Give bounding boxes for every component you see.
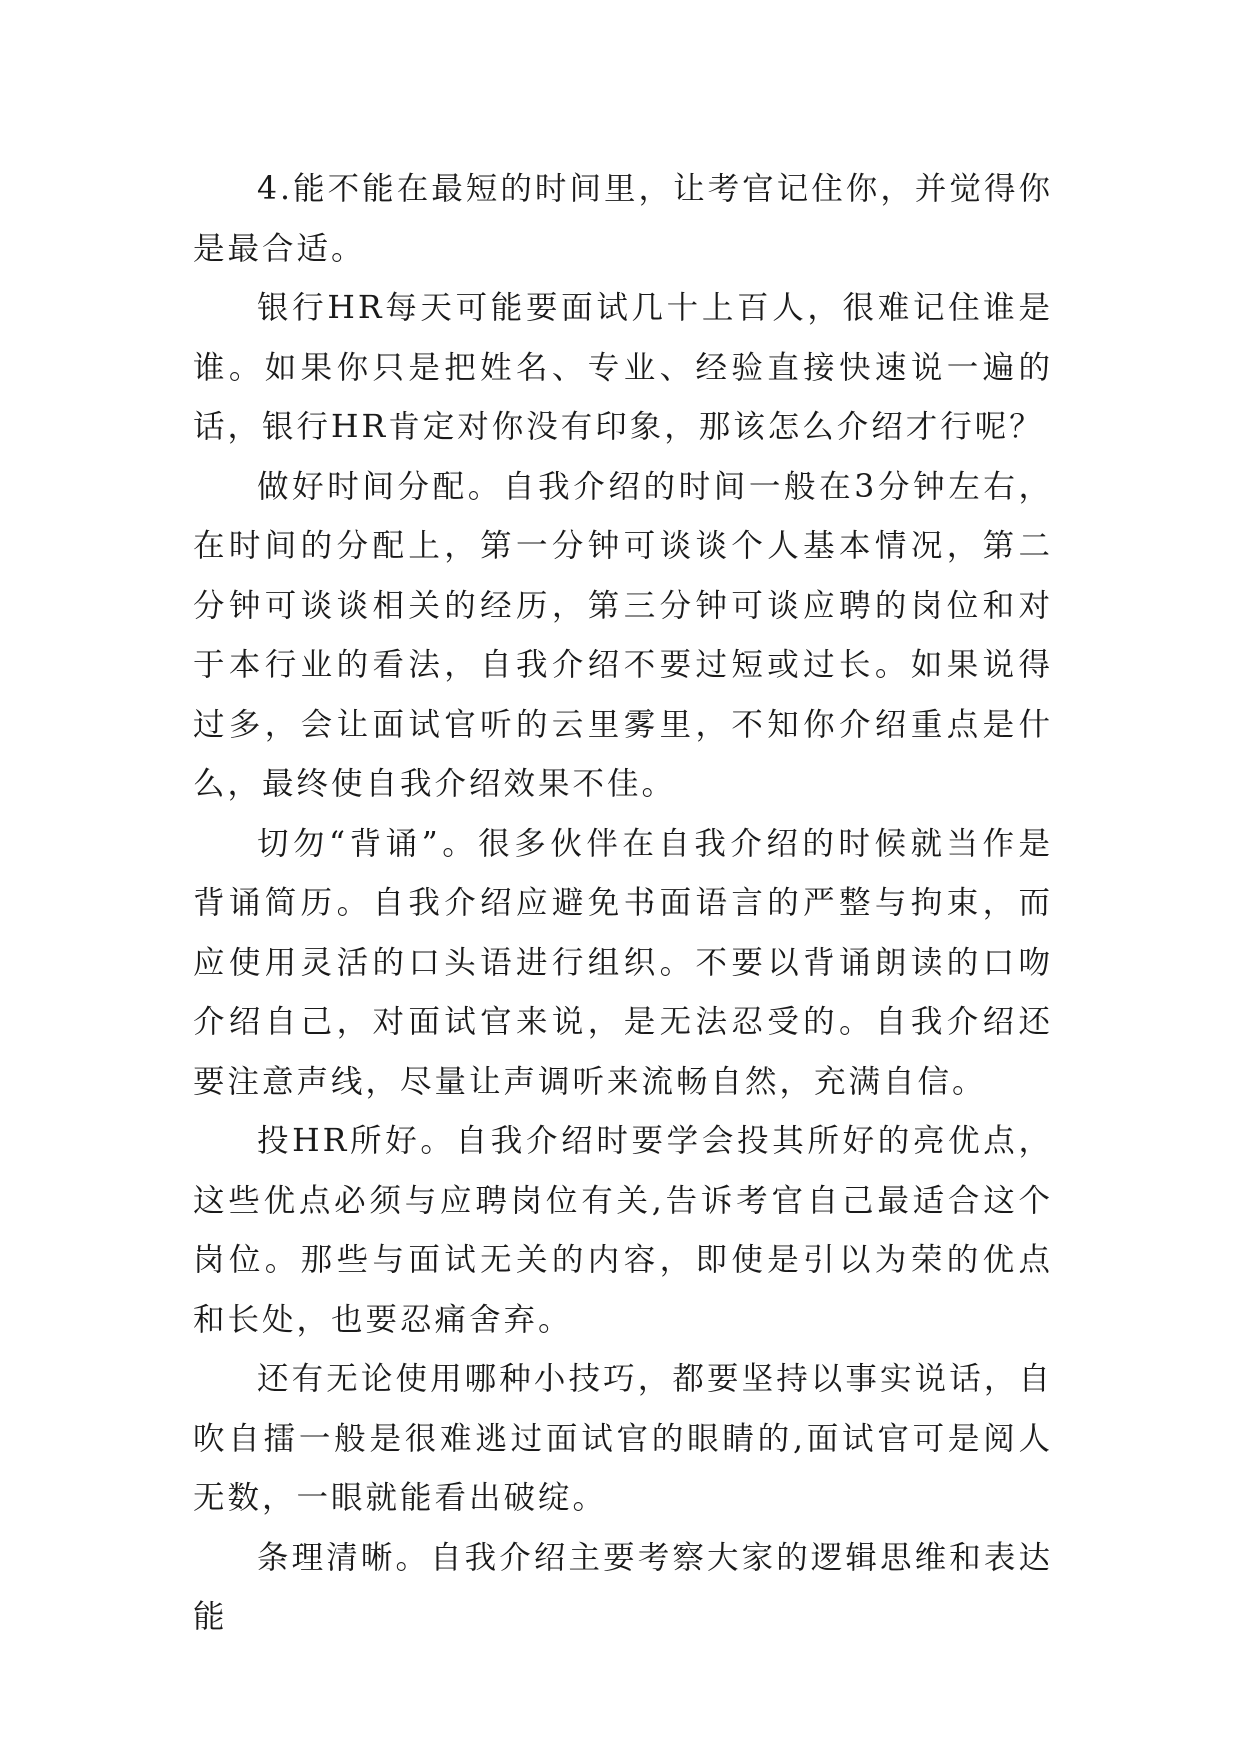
paragraph-6: 还有无论使用哪种小技巧，都要坚持以事实说话，自吹自擂一般是很难逃过面试官的眼睛的,面试官可是阅人无数，一眼就能看出破绽。 — [193, 1361, 1053, 1516]
paragraph-5: 投HR所好。自我介绍时要学会投其所好的亮优点，这些优点必须与应聘岗位有关,告诉考官自己最适合这个岗位。那些与面试无关的内容，即使是引以为荣的优点和长处，也要忍痛舍弃。 — [193, 1123, 1053, 1338]
paragraph-2: 银行HR每天可能要面试几十上百人，很难记住谁是谁。如果你只是把姓名、专业、经验直接快速说一遍的话，银行HR肯定对你没有印象，那该怎么介绍才行呢？ — [193, 290, 1053, 445]
paragraph-3: 做好时间分配。自我介绍的时间一般在3分钟左右，在时间的分配上，第一分钟可谈谈个人基本情况，第二分钟可谈谈相关的经历，第三分钟可谈应聘的岗位和对于本行业的看法，自我介绍不要过短或过长。如果说得过多，会让面试官听的云里雾里，不知你介绍重点是什么，最终使自我介绍效果不佳。 — [193, 468, 1053, 802]
paragraph-7: 条理清晰。自我介绍主要考察大家的逻辑思维和表达能 — [193, 1539, 1053, 1635]
paragraph-4: 切勿“背诵”。很多伙伴在自我介绍的时候就当作是背诵简历。自我介绍应避免书面语言的严整与拘束，而应使用灵活的口头语进行组织。不要以背诵朗读的口吻介绍自己，对面试官来说，是无法忍受的。自我介绍还要注意声线，尽量让声调听来流畅自然，充满自信。 — [193, 825, 1053, 1100]
paragraph-1: 4.能不能在最短的时间里，让考官记住你，并觉得你是最合适。 — [193, 171, 1053, 267]
document-body — [193, 160, 1053, 1648]
